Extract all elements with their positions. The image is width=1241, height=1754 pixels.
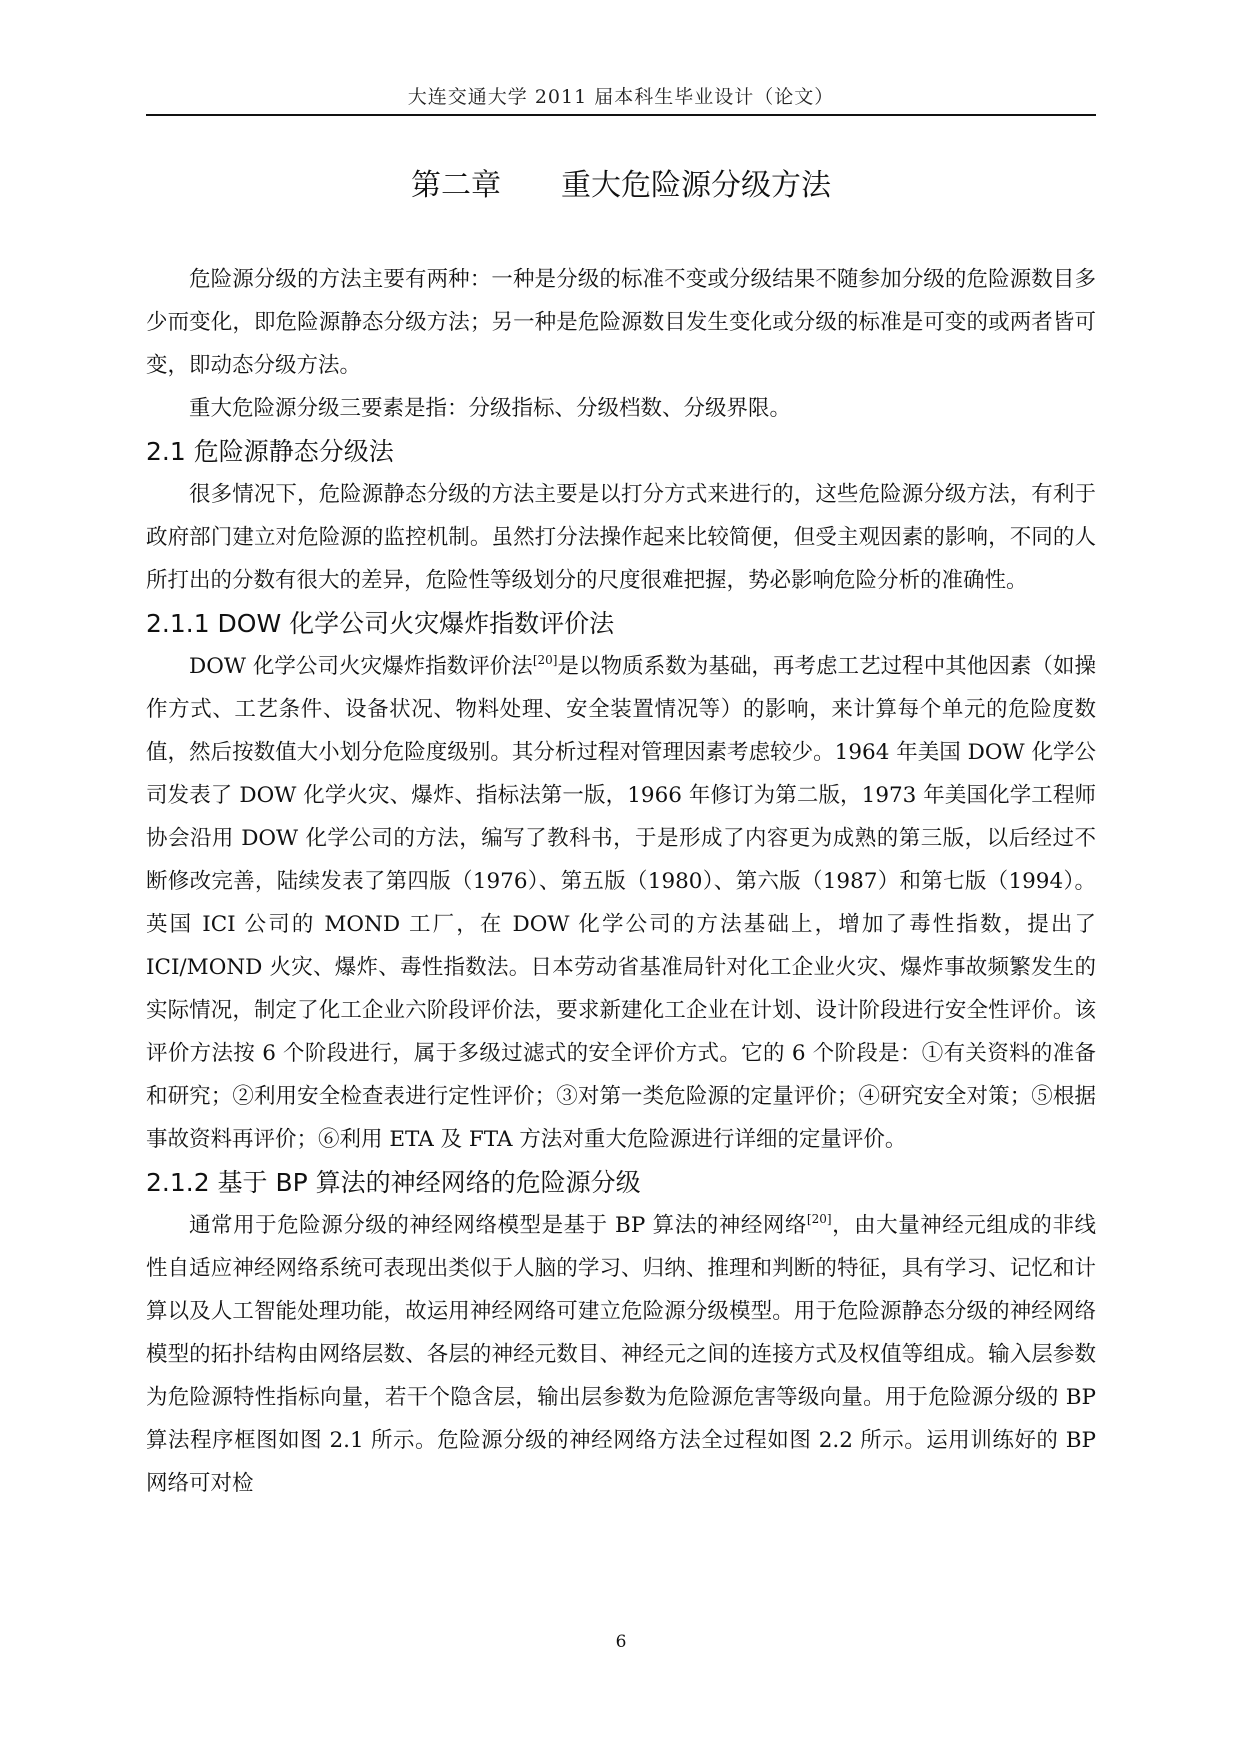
section-2-1-1-paragraph (146, 645, 1096, 1161)
chapter-number: 第二章 (411, 168, 501, 203)
page-number: 6 (615, 1632, 627, 1652)
paragraph-lead: 通常用于危险源分级的神经网络模型是基于 BP 算法的神经网络 (189, 1213, 807, 1238)
section-heading-2-1: 2.1 危险源静态分级法 (146, 437, 394, 466)
header-rule (146, 114, 1096, 116)
section-2-1-2-paragraph (146, 1204, 1096, 1505)
section-heading-2-1-2: 2.1.2 基于 BP 算法的神经网络的危险源分级 (146, 1168, 641, 1197)
body-text (146, 258, 1096, 1505)
chapter-name: 重大危险源分级方法 (561, 168, 831, 203)
paragraph-rest: 是以物质系数为基础，再考虑工艺过程中其他因素（如操作方式、工艺条件、设备状况、物料处理、安全装置情况等）的影响，来计算每个单元的危险度数值，然后按数值大小划分危险度级别。其分析过程对管理因素考虑较少。1964 年美国 DOW 化学公司发表了 DOW 化学火灾、爆炸、指标法第一版，1966 年修订为第二版，1973 年美国化学工程师协会沿用 DOW 化学公司的方法，编写了教科书，于是形成了内容更为成熟的第三版，以后经过不断修改完善，陆续发表了第四版（1976）、第五版（1980）、第六版（1987）和第七版（1994）。英国 ICI 公司的 MOND 工厂，在 DOW 化学公司的方法基础上，增加了毒性指数，提出了 ICI/MOND 火灾、爆炸、毒性指数法。日本劳动省基准局针对化工企业火灾、爆炸事故频繁发生的实际情况，制定了化工企业六阶段评价法，要求新建化工企业在计划、设计阶段进行安全性评价。该评价方法按 6 个阶段进行，属于多级过滤式的安全评价方式。它的 6 个阶段是：①有关资料的准备和研究；②利用安全检查表进行定性评价；③对第一类危险源的定量评价；④研究安全对策；⑤根据事故资料再评价；⑥利用 ETA 及 FTA 方法对重大危险源进行详细的定量评价。 (146, 654, 1096, 1152)
intro-paragraph-2: 重大危险源分级三要素是指：分级指标、分级档数、分级界限。 (189, 396, 792, 421)
paragraph-rest: ，由大量神经元组成的非线性自适应神经网络系统可表现出类似于人脑的学习、归纳、推理和判断的特征，具有学习、记忆和计算以及人工智能处理功能，故运用神经网络可建立危险源分级模型。用于危险源静态分级的神经网络模型的拓扑结构由网络层数、各层的神经元数目、神经元之间的连接方式及权值等组成。输入层参数为危险源特性指标向量，若干个隐含层，输出层参数为危险源危害等级向量。用于危险源分级的 BP 算法程序框图如图 2.1 所示。危险源分级的神经网络方法全过程如图 2.2 所示。运用训练好的 BP 网络可对检 (146, 1213, 1096, 1496)
citation-ref: [20] (532, 653, 558, 667)
citation-ref: [20] (806, 1212, 832, 1226)
section-2-1-paragraph: 很多情况下，危险源静态分级的方法主要是以打分方式来进行的，这些危险源分级方法，有利于政府部门建立对危险源的监控机制。虽然打分法操作起来比较简便，但受主观因素的影响，不同的人所打出的分数有很大的差异，危险性等级划分的尺度很难把握，势必影响危险分析的准确性。 (146, 482, 1096, 593)
intro-paragraph-1: 危险源分级的方法主要有两种：一种是分级的标准不变或分级结果不随参加分级的危险源数目多少而变化，即危险源静态分级方法；另一种是危险源数目发生变化或分级的标准是可变的或两者皆可变，即动态分级方法。 (146, 267, 1096, 378)
chapter-title (146, 160, 1096, 204)
section-heading-2-1-1: 2.1.1 DOW 化学公司火灾爆炸指数评价法 (146, 609, 615, 638)
paragraph-lead: DOW 化学公司火灾爆炸指数评价法 (189, 654, 533, 679)
running-header: 大连交通大学 2011 届本科生毕业设计（论文） (407, 86, 835, 108)
